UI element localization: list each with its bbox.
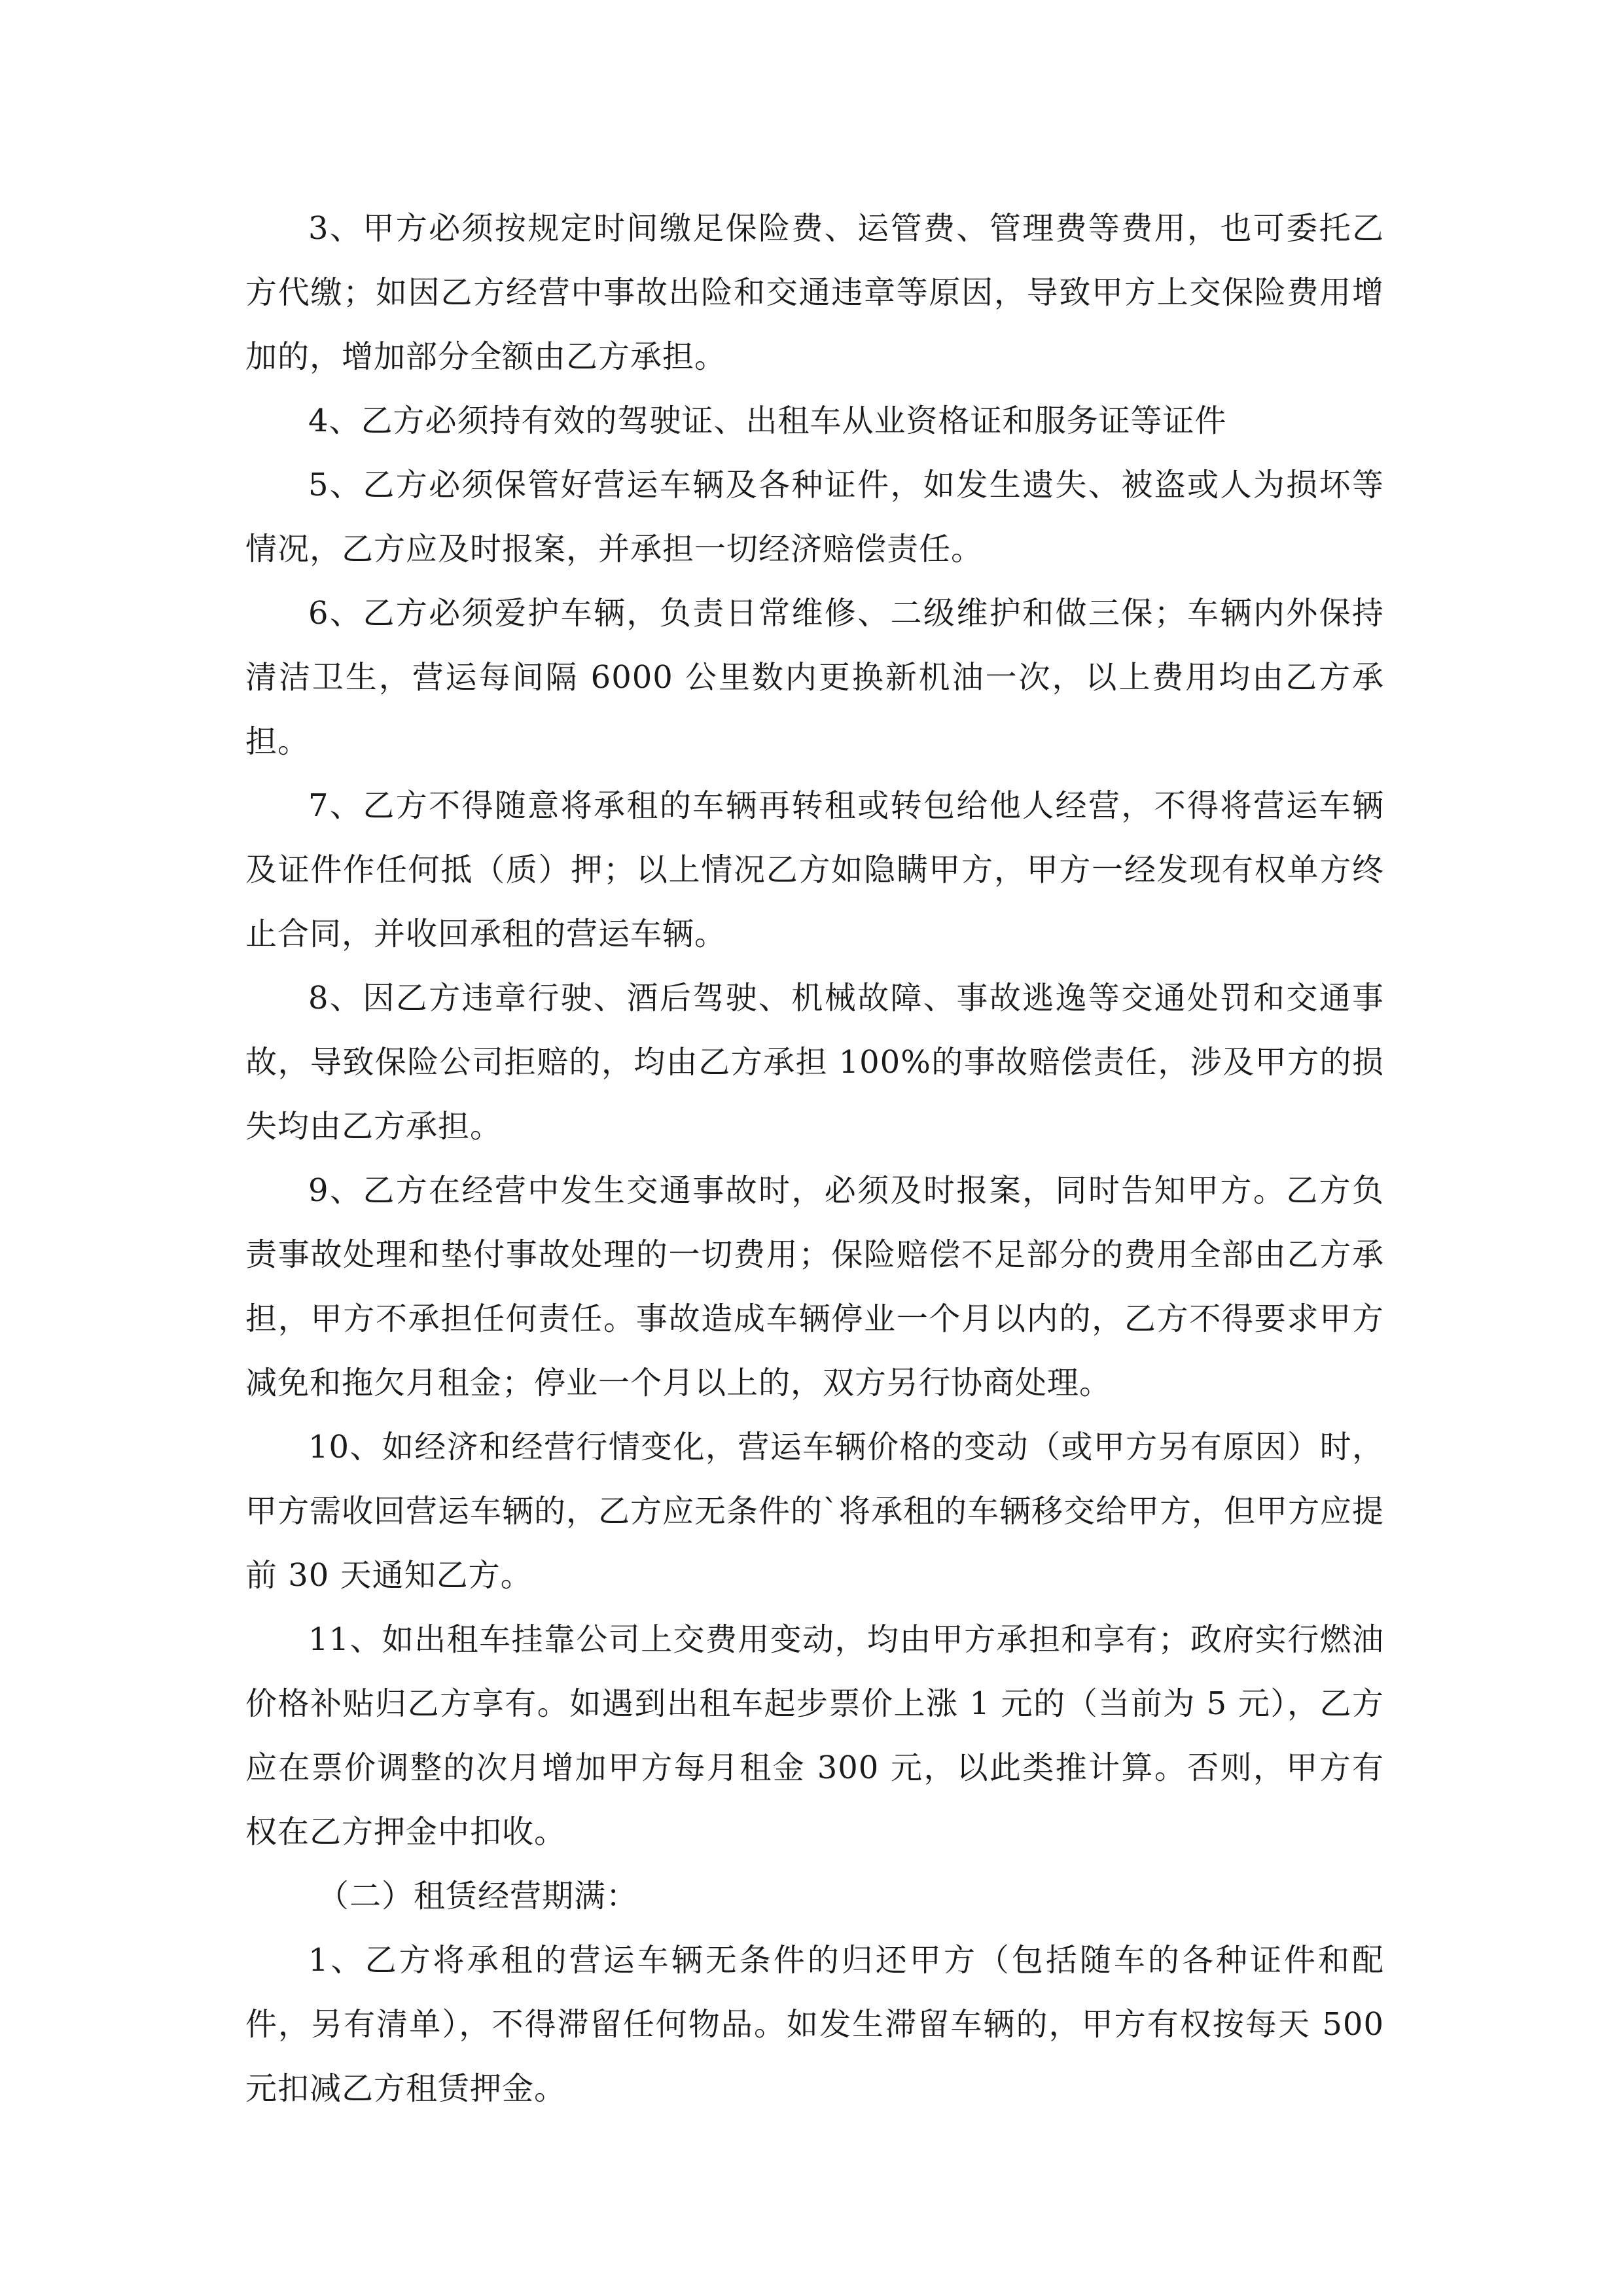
clause-5: 5、乙方必须保管好营运车辆及各种证件，如发生遗失、被盗或人为损坏等情况，乙方应及时报案，并承担一切经济赔偿责任。	[245, 467, 1384, 567]
clause-7: 7、乙方不得随意将承租的车辆再转租或转包给他人经营，不得将营运车辆及证件作任何抵（质）押；以上情况乙方如隐瞒甲方，甲方一经发现有权单方终止合同，并收回承租的营运车辆。	[245, 787, 1384, 952]
document-body	[245, 196, 1384, 2121]
expiry-clause-1: 1、乙方将承租的营运车辆无条件的归还甲方（包括随车的各种证件和配件，另有清单），不得滞留任何物品。如发生滞留车辆的，甲方有权按每天 500 元扣减乙方租赁押金。	[245, 1942, 1384, 2107]
section-heading-lease-expiry: （二）租赁经营期满：	[317, 1878, 639, 1914]
clause-9: 9、乙方在经营中发生交通事故时，必须及时报案，同时告知甲方。乙方负责事故处理和垫付事故处理的一切费用；保险赔偿不足部分的费用全部由乙方承担，甲方不承担任何责任。事故造成车辆停业一个月以内的，乙方不得要求甲方减免和拖欠月租金；停业一个月以上的，双方另行协商处理。	[245, 1172, 1384, 1401]
clause-8: 8、因乙方违章行驶、酒后驾驶、机械故障、事故逃逸等交通处罚和交通事故，导致保险公司拒赔的，均由乙方承担 100%的事故赔偿责任，涉及甲方的损失均由乙方承担。	[245, 980, 1384, 1145]
clause-4: 4、乙方必须持有效的驾驶证、出租车从业资格证和服务证等证件	[308, 403, 1227, 439]
clause-11: 11、如出租车挂靠公司上交费用变动，均由甲方承担和享有；政府实行燃油价格补贴归乙方享有。如遇到出租车起步票价上涨 1 元的（当前为 5 元），乙方应在票价调整的次月增加甲方每月租金 300 元，以此类推计算。否则，甲方有权在乙方押金中扣收。	[245, 1621, 1384, 1850]
clause-10: 10、如经济和经营行情变化，营运车辆价格的变动（或甲方另有原因）时，甲方需收回营运车辆的，乙方应无条件的`将承租的车辆移交给甲方，但甲方应提前 30 天通知乙方。	[245, 1429, 1385, 1594]
clause-6: 6、乙方必须爱护车辆，负责日常维修、二级维护和做三保；车辆内外保持清洁卫生，营运每间隔 6000 公里数内更换新机油一次，以上费用均由乙方承担。	[245, 595, 1384, 760]
clause-3: 3、甲方必须按规定时间缴足保险费、运管费、管理费等费用，也可委托乙方代缴；如因乙方经营中事故出险和交通违章等原因，导致甲方上交保险费用增加的，增加部分全额由乙方承担。	[245, 210, 1384, 375]
